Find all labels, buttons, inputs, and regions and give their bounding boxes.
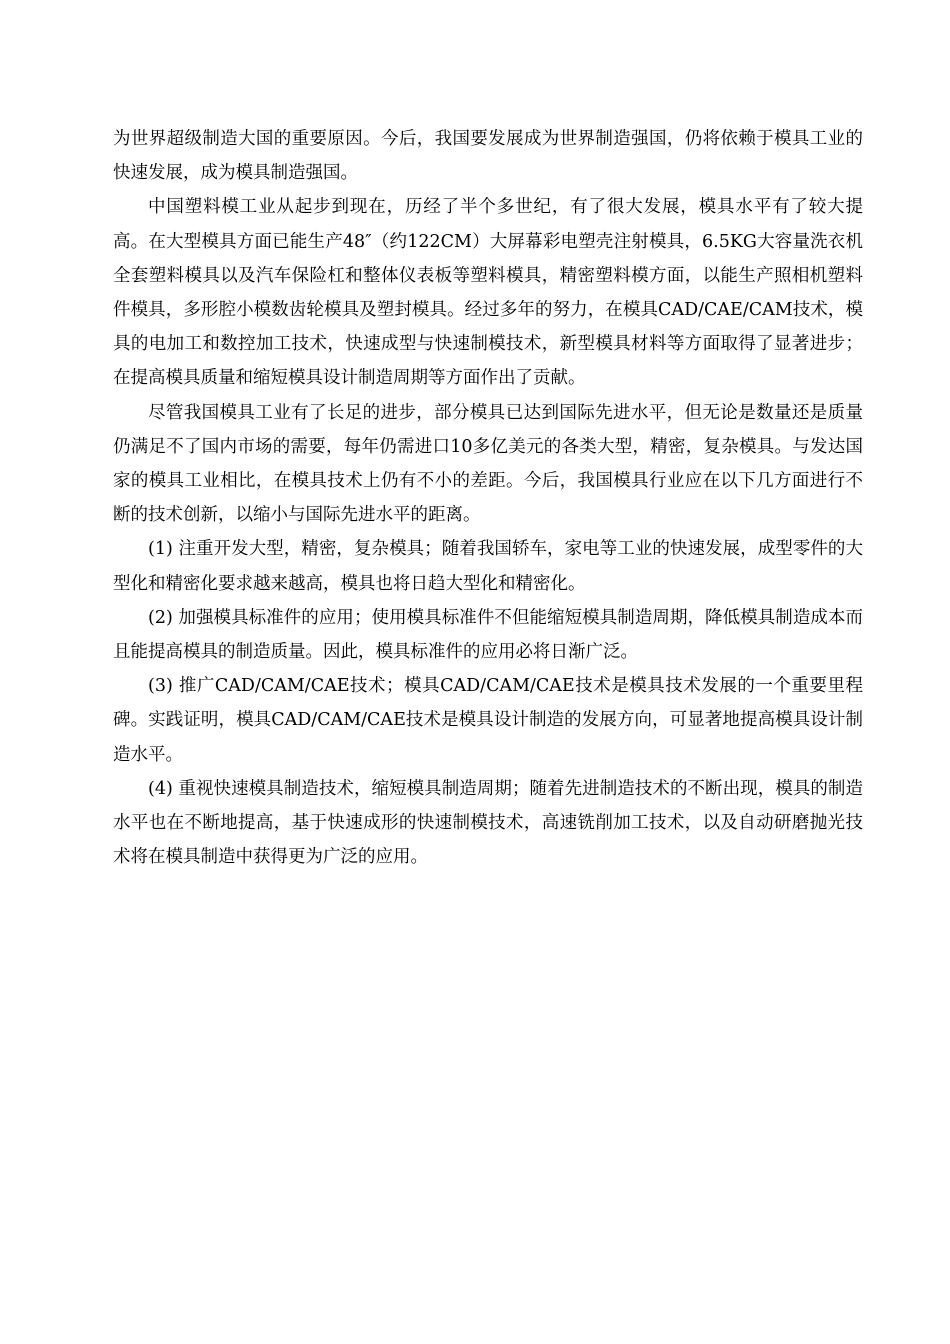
list-item-3: (3) 推广CAD/CAM/CAE技术；模具CAD/CAM/CAE技术是模具技术发展的一个重要里程碑。实践证明，模具CAD/CAM/CAE技术是模具设计制造的发展方向，可显著地提高模具设计制造水平。 [113,676,863,765]
list-item-4: (4) 重视快速模具制造技术，缩短模具制造周期；随着先进制造技术的不断出现，模具的制造水平也在不断地提高，基于快速成形的快速制模技术，高速铣削加工技术，以及自动研磨抛光技术将在模具制造中获得更为广泛的应用。 [113,778,863,868]
list-item-1: (1) 注重开发大型，精密，复杂模具；随着我国轿车，家电等工业的快速发展，成型零件的大型化和精密化要求越来越高，模具也将日趋大型化和精密化。 [113,539,863,594]
paragraph-gap-with-developed-countries: 尽管我国模具工业有了长足的进步，部分模具已达到国际先进水平，但无论是数量还是质量仍满足不了国内市场的需要，每年仍需进口10多亿美元的各类大型，精密，复杂模具。与发达国家的模具工业相比，在模具技术上仍有不小的差距。今后，我国模具行业应在以下几方面进行不断的技术创新，以缩小与国际先进水平的距离。 [113,402,863,526]
paragraph-continuation: 为世界超级制造大国的重要原因。今后，我国要发展成为世界制造强国，仍将依赖于模具工业的快速发展，成为模具制造强国。 [113,129,863,184]
list-item-2: (2) 加强模具标准件的应用；使用模具标准件不但能缩短模具制造周期，降低模具制造成本而且能提高模具的制造质量。因此，模具标准件的应用必将日渐广泛。 [113,607,863,663]
document-page [113,122,863,874]
paragraph-plastic-mold-industry: 中国塑料模工业从起步到现在，历经了半个多世纪，有了很大发展，模具水平有了较大提高。在大型模具方面已能生产48″（约122CM）大屏幕彩电塑壳注射模具，6.5KG大容量洗衣机全套塑料模具以及汽车保险杠和整体仪表板等塑料模具，精密塑料模方面，以能生产照相机塑料件模具，多形腔小模数齿轮模具及塑封模具。经过多年的努力，在模具CAD/CAE/CAM技术，模具的电加工和数控加工技术，快速成型与快速制模技术，新型模具材料等方面取得了显著进步；在提高模具质量和缩短模具设计制造周期等方面作出了贡献。 [113,197,863,389]
